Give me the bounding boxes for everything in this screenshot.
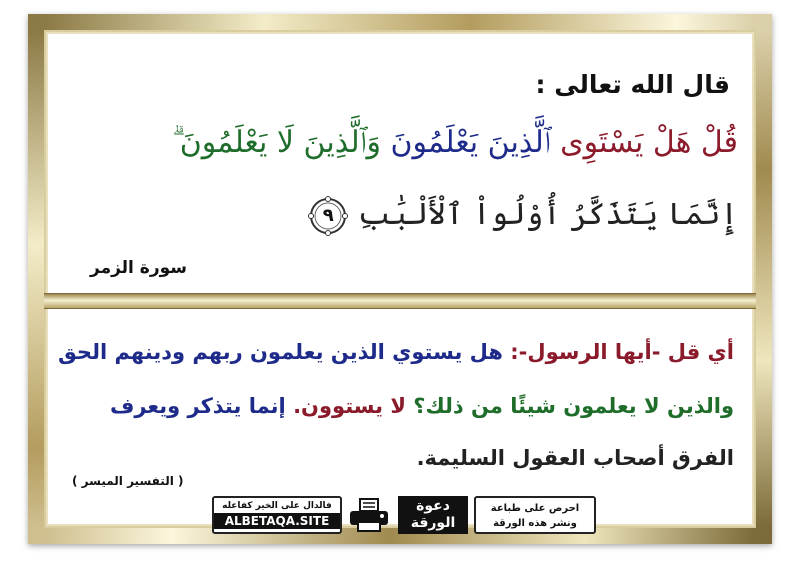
verse-segment-4: إِنَّمَا يَتَذَكَّرُ أُوْلُواْ ٱلْأَلْبَٰبِ [357, 197, 738, 232]
source-label: ( التفسير الميسر ) [72, 474, 184, 488]
tafsir-segment-1: أي قل -أيها الرسول-: [502, 340, 734, 364]
surah-name: سورة الزمر [90, 258, 188, 278]
site-link[interactable]: ALBETAQA.SITE [214, 513, 340, 529]
tafsir-line-2 [94, 394, 734, 418]
heading: قال الله تعالى : [535, 70, 730, 99]
verse-line-2 [98, 196, 738, 236]
printer-icon [346, 498, 392, 532]
verse-segment-3: وَٱلَّذِينَ لَا يَعْلَمُونَ ۗ [172, 125, 381, 160]
footer-print-box [474, 496, 596, 534]
verse-line-1 [98, 126, 738, 159]
verse-segment-1: قُلْ هَلْ يَسْتَوِى [560, 125, 738, 160]
footer-site-box [212, 496, 342, 534]
print-note-line-1: احرص على طباعة [490, 503, 580, 514]
section-divider [44, 293, 756, 309]
tafsir-line-3: الفرق أصحاب العقول السليمة. [416, 446, 734, 470]
ayah-number: ٩ [322, 205, 334, 226]
verse-segment-2: ٱلَّذِينَ يَعْلَمُونَ [390, 125, 551, 160]
tafsir-segment-5: إنما يتذكر ويعرف [109, 394, 286, 418]
tafsir-line-1 [58, 340, 734, 364]
footer-bar [212, 496, 596, 536]
ayah-number-ornament-icon [308, 196, 348, 236]
albetaqa-logo: دعوة الورقة [398, 496, 468, 534]
footer-slogan: فالدال على الخير كفاعله [222, 501, 332, 511]
tafsir-segment-2: هل يستوي الذين يعلمون ربهم ودينهم الحق [58, 340, 503, 364]
print-note-line-2: ونشر هذه الورقة [493, 518, 577, 529]
tafsir-segment-4: لا يستوون. [285, 394, 406, 418]
tafsir-segment-3: والذين لا يعلمون شيئًا من ذلك؟ [405, 394, 734, 418]
